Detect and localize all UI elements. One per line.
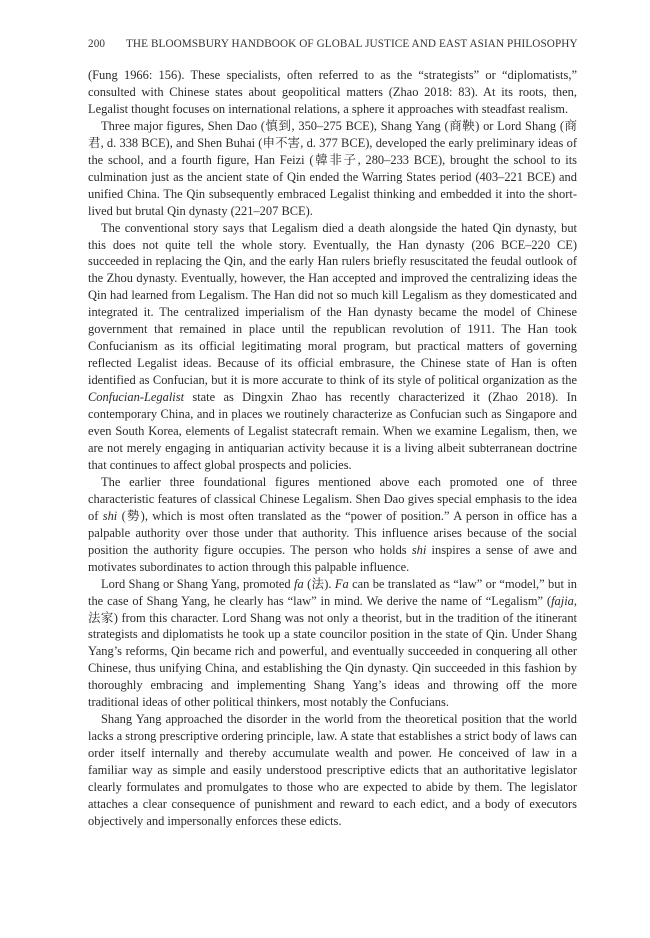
text-run: Shang Yang approached the disorder in the world from the theoretical position that the world lacks a strong prescriptive ordering principle, law. A state that establishes a strict body of laws can order itself internally and thereby accumulate wealth and power. He conceived of law in a familiar way as simple and easily understood prescriptive edicts that an authoritative legislator clearly formulates and promulgates to those who are expected to abide by them. The legislator attaches a clear consequence of punishment and reward to each edict, and a body of executors objectively and impersonally enforces these edicts. xyxy=(88,712,577,828)
body-text xyxy=(88,67,577,830)
text-run: inspires a sense of awe and motivates subordinates to action through this palpable influence. xyxy=(88,542,577,574)
paragraph xyxy=(88,711,577,830)
text-run: (法). xyxy=(303,576,335,591)
text-run: The earlier three foundational figures mentioned above each promoted one of three characteristic features of classical Chinese Legalism. Shen Dao gives special emphasis to the idea of xyxy=(88,474,577,523)
paragraph xyxy=(88,67,577,118)
text-run: Lord Shang or Shang Yang, promoted xyxy=(101,576,295,591)
book-page xyxy=(88,38,577,830)
paragraph xyxy=(88,220,577,474)
paragraph xyxy=(88,118,577,220)
paragraph xyxy=(88,576,577,712)
book-title: THE BLOOMSBURY HANDBOOK OF GLOBAL JUSTICE AND EAST ASIAN PHILOSOPHY xyxy=(126,38,578,50)
italic-text-run: fajia xyxy=(551,593,574,608)
text-run: state as Dingxin Zhao has recently characterized it (Zhao 2018). In contemporary China, and in places we routinely characterize as Confucian such as Singapore and even South Korea, elements of Legalist statecraft remain. When we examine Legalism, then, we are not merely engaging in antiquarian activity because it is a living albeit subterranean doctrine that continues to affect global prospects and policies. xyxy=(88,390,577,472)
text-run: can be translated as “law” or “model,” but in the case of Shang Yang, he clearly has “law” in mind. We derive the name of “Legalism” ( xyxy=(88,576,577,608)
italic-text-run: fa xyxy=(294,576,304,591)
text-run: The conventional story says that Legalism died a death alongside the hated Qin dynasty, but this does not quite tell the whole story. Eventually, the Han dynasty (206 BCE–220 CE) succeeded in replacing the Qin, and the early Han rulers briefly resuscitated the feudal outlook of the Zhou dynasty. Eventually, however, the Han accepted and improved the centralizing ideas the Qin had learned from Legalism. The Han did not so much kill Legalism as they domesticated and integrated it. The centralized imperialism of the Han dynasty became the model of Chinese government that remained in place until the republican revolution of 1911. The Han took Confucianism as its official legitimating moral program, but practical matters of governing reflected Legalist ideas. Because of its official embrasure, the Chinese state of Han is often identified as Confucian, but it is more accurate to think of its style of political organization as the xyxy=(88,220,577,388)
italic-text-run: Fa xyxy=(334,576,349,591)
italic-text-run: shi xyxy=(102,508,118,523)
italic-text-run: shi xyxy=(411,542,427,557)
text-run: Three major figures, Shen Dao (慎到, 350–275 BCE), Shang Yang (商鞅) or Lord Shang (商君, d. 338 BCE), and Shen Buhai (申不害, d. 377 BCE), developed the early preliminary ideas of the school, and a fourth figure, Han Feizi (韓非子, 280–233 BCE), brought the school to its culmination just as the ancient state of Qin ended the Warring States period (403–221 BCE) and unified China. The Qin subsequently embraced Legalist thinking and embedded it into the short-lived but brutal Qin dynasty (221–207 BCE). xyxy=(88,118,577,218)
running-head xyxy=(88,38,577,50)
italic-text-run: Confucian-Legalist xyxy=(88,390,185,405)
text-run: (Fung 1966: 156). These specialists, often referred to as the “strategists” or “diplomatists,” consulted with Chinese states about geopolitical matters (Zhao 2018: 83). At its roots, then, Legalist thought focuses on international relations, a sphere it approaches with steadfast realism. xyxy=(88,68,577,116)
page-number: 200 xyxy=(88,38,106,50)
paragraph xyxy=(88,474,577,576)
text-run: , 法家) from this character. Lord Shang was not only a theorist, but in the tradition of the itinerant strategists and diplomatists he took up a state councilor position in the state of Qin. Under Shang Yang’s reforms, Qin became rich and powerful, and eventually succeeded in conquering all other Chinese, thus unifying China, and establishing the Qin dynasty. Qin succeeded in this fashion by thoroughly embracing and implementing Shang Yang’s ideas and throwing off the more traditional ideas of other political thinkers, most notably the Confucians. xyxy=(88,593,577,710)
text-run: (勢), which is most often translated as the “power of position.” A person in office has a palpable authority over those under that authority. This influence arises because of the social position the authority figure occupies. The person who holds xyxy=(88,508,578,557)
